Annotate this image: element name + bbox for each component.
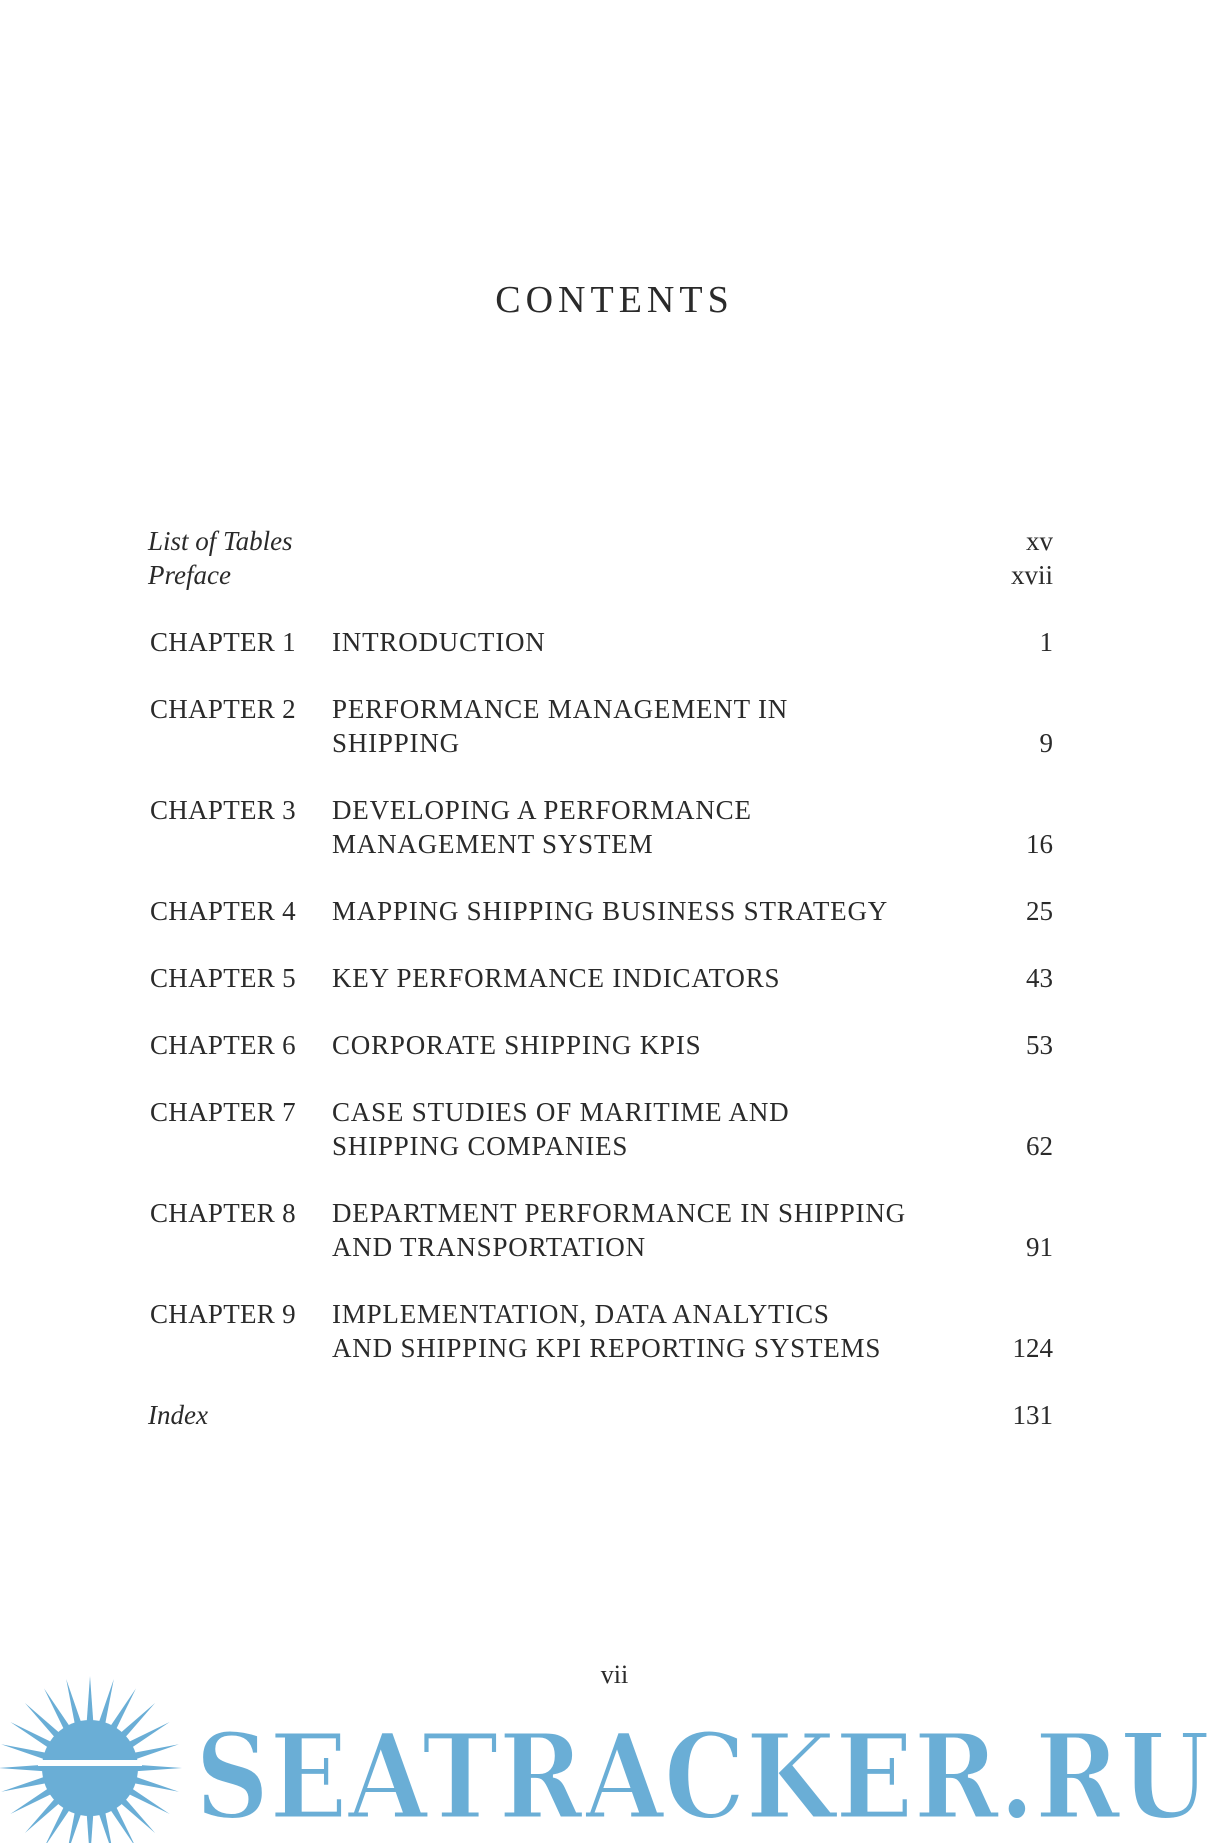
chapter-label: CHAPTER 1 (150, 627, 296, 657)
sunburst-ray (99, 1811, 114, 1843)
chapter-label: CHAPTER 4 (150, 896, 296, 926)
toc-entry-chapter-4[interactable] (148, 894, 1053, 928)
toc-entry-page: 131 (1012, 1400, 1053, 1430)
toc-entry-index[interactable] (148, 1398, 1053, 1432)
toc-entry-page: 1 (1039, 627, 1053, 657)
chapter-title-line: AND TRANSPORTATION (332, 1232, 646, 1262)
chapter-title-line: IMPLEMENTATION, DATA ANALYTICS (332, 1299, 830, 1329)
sunburst-ray (133, 1744, 178, 1759)
toc-entry-page: xvii (1010, 560, 1053, 590)
chapter-title-line: CORPORATE SHIPPING KPIS (332, 1030, 702, 1060)
toc-entry-chapter-5[interactable] (148, 961, 1053, 995)
chapter-label: CHAPTER 5 (150, 963, 296, 993)
chapter-label: CHAPTER 7 (150, 1097, 296, 1127)
sunburst-ray (66, 1679, 81, 1724)
toc-entry-page: 62 (1026, 1131, 1053, 1161)
toc-entry-page: 16 (1026, 829, 1053, 859)
sunburst-ray (66, 1811, 81, 1843)
toc-entry-chapter-8[interactable] (148, 1196, 1053, 1264)
watermark-logo (0, 1660, 1229, 1843)
chapter-title-line: SHIPPING (332, 728, 460, 758)
chapter-title-line: PERFORMANCE MANAGEMENT IN (332, 694, 789, 724)
page-number: vii (600, 1660, 629, 1689)
toc-entry-title: List of Tables (148, 526, 293, 556)
chapter-title-line: MANAGEMENT SYSTEM (332, 829, 654, 859)
toc-entry-list-of-tables[interactable] (148, 524, 1053, 558)
sunburst-ray (136, 1765, 182, 1772)
page-title: CONTENTS (495, 279, 734, 321)
toc-entry-chapter-9[interactable] (148, 1297, 1053, 1365)
toc-entry-chapter-6[interactable] (148, 1028, 1053, 1062)
toc-entry-page: 91 (1026, 1232, 1053, 1262)
chapter-title-line: INTRODUCTION (332, 627, 546, 657)
sunburst-ray (87, 1814, 94, 1843)
chapter-title-line: DEVELOPING A PERFORMANCE (332, 795, 752, 825)
toc-entry-title: Preface (148, 560, 231, 590)
table-of-contents (148, 524, 1053, 1432)
toc-entry-page: 43 (1026, 963, 1053, 993)
toc-entry-chapter-2[interactable] (148, 692, 1053, 760)
chapter-title-line: MAPPING SHIPPING BUSINESS STRATEGY (332, 896, 889, 926)
chapter-title-line: AND SHIPPING KPI REPORTING SYSTEMS (332, 1333, 882, 1363)
toc-entry-chapter-3[interactable] (148, 793, 1053, 861)
chapter-label: CHAPTER 8 (150, 1198, 296, 1228)
toc-entry-page: 124 (1012, 1333, 1053, 1363)
chapter-label: CHAPTER 3 (150, 795, 296, 825)
chapter-title-line: CASE STUDIES OF MARITIME AND (332, 1097, 790, 1127)
chapter-label: CHAPTER 9 (150, 1299, 296, 1329)
chapter-title-line: SHIPPING COMPANIES (332, 1131, 629, 1161)
toc-entry-chapter-1[interactable] (148, 625, 1053, 659)
toc-entry-title: Index (148, 1400, 208, 1430)
sunburst-ray (133, 1777, 178, 1792)
chapter-title-line: KEY PERFORMANCE INDICATORS (332, 963, 781, 993)
chapter-title-line: DEPARTMENT PERFORMANCE IN SHIPPING (332, 1198, 906, 1228)
sunburst-icon (0, 1676, 182, 1843)
toc-entry-chapter-7[interactable] (148, 1095, 1053, 1163)
toc-entry-page: 25 (1026, 896, 1053, 926)
toc-entry-page: 9 (1039, 728, 1053, 758)
toc-entry-preface[interactable] (148, 558, 1053, 592)
sunburst-ray (1, 1777, 46, 1792)
chapter-label: CHAPTER 2 (150, 694, 296, 724)
sunburst-ray (1, 1744, 46, 1759)
sunburst-ray (87, 1676, 94, 1722)
toc-entry-page: xv (1026, 526, 1053, 556)
watermark-text: SEATRACKER.RU (195, 1707, 1210, 1843)
sunburst-ray (99, 1679, 114, 1724)
chapter-label: CHAPTER 6 (150, 1030, 296, 1060)
sunburst-ray (0, 1765, 44, 1772)
toc-entry-page: 53 (1026, 1030, 1053, 1060)
